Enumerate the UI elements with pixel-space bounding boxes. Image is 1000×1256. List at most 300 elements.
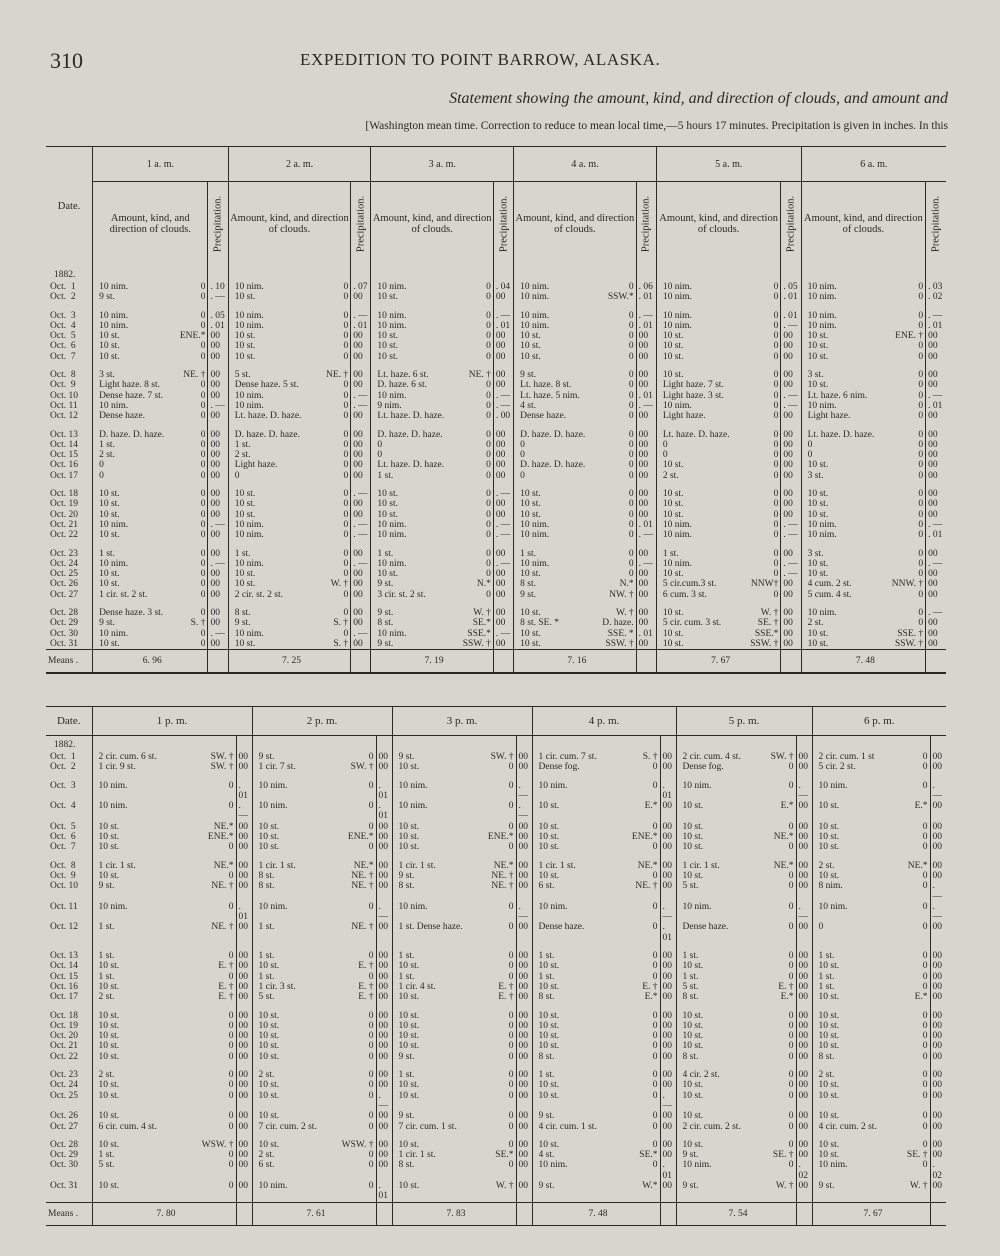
date-cell: Oct. 5 (50, 331, 76, 342)
clouds-cell (676, 881, 796, 902)
clouds-cell-content (663, 569, 779, 579)
precipitation-cell: 00 (236, 842, 252, 852)
cloud-amount-kind: 10 st. (682, 1020, 704, 1031)
cloud-amount-kind: 9 st. (99, 292, 115, 303)
precipitation-cell: 00 (236, 1052, 252, 1062)
clouds-cell (93, 292, 208, 302)
clouds-cell (228, 292, 350, 302)
clouds-cell-content (520, 569, 633, 579)
cloud-direction: SE. † (772, 1150, 794, 1161)
precipitation-cell: 00 (660, 871, 676, 881)
cloud-amount-kind: 10 st. (807, 638, 829, 649)
cloud-amount-kind: 1 st. (398, 971, 415, 982)
cloud-direction: W. † (760, 608, 779, 619)
clouds-cell-content (99, 961, 234, 971)
clouds-cell (228, 460, 350, 470)
clouds-cell-content (235, 520, 348, 530)
precipitation-cell: 00 (376, 1011, 392, 1021)
cloud-amount-kind: Lt. haze. 8 st. (520, 380, 572, 391)
cloud-direction: 0 (200, 429, 206, 440)
hour-header: 4 p. m. (532, 707, 676, 736)
clouds-cell-content (683, 1160, 794, 1170)
clouds-cell (532, 1150, 660, 1160)
clouds-cell (532, 871, 660, 881)
clouds-cell (812, 1041, 930, 1051)
cloud-amount-kind: 10 st. (682, 870, 704, 881)
clouds-cell (514, 460, 636, 470)
precipitation-cell: 00 (781, 499, 801, 509)
cloud-direction: 0 (486, 548, 491, 559)
date-cell: Oct. 26 (50, 1111, 78, 1122)
cloud-amount-kind: 10 st. (662, 608, 684, 619)
cloud-direction: 0 (508, 1070, 514, 1081)
precipitation-cell: 00 (796, 1011, 812, 1021)
cloud-amount-kind: 1 st. (98, 951, 115, 962)
cloud-direction: 0 (628, 499, 634, 510)
clouds-cell-content (377, 411, 490, 421)
clouds-cell (656, 499, 781, 509)
cloud-direction: 0 (228, 1031, 234, 1042)
precipitation-cell: 00 (781, 629, 801, 639)
precipitation-cell: 00 (636, 370, 656, 380)
cloud-direction: 0 (652, 1020, 658, 1031)
cloud-amount-kind: 5 cir. cum. 3 st. (662, 618, 722, 629)
cloud-amount-kind: 2 cir. cum. 1 st (818, 752, 875, 762)
table-row (46, 311, 946, 321)
precipitation-cell: 00 (636, 489, 656, 499)
cloud-direction: WSW. † (201, 1139, 234, 1150)
table-row (46, 1080, 946, 1090)
precipitation-cell: 00 (493, 569, 513, 579)
cloud-amount-kind: 10 st. (398, 1080, 420, 1091)
clouds-cell-content (808, 629, 924, 639)
precipitation-cell: 00 (926, 411, 946, 421)
cloud-amount-kind: 1 st. (98, 922, 115, 933)
cloud-direction: 0 (773, 331, 779, 342)
cloud-direction: 0 (368, 1180, 374, 1191)
cloud-direction: 0 (343, 390, 349, 401)
cloud-direction: 0 (918, 380, 924, 391)
clouds-cell (371, 331, 493, 341)
cloud-amount-kind: 10 st. (99, 489, 120, 500)
clouds-cell (532, 881, 660, 902)
precipitation-cell: 00 (926, 440, 946, 450)
clouds-cell-content (663, 450, 779, 460)
precipitation-cell: . — (516, 801, 532, 822)
precipitation-cell: 00 (796, 1052, 812, 1062)
table-row (46, 331, 946, 341)
clouds-cell-content (539, 1011, 658, 1021)
precipitation-cell: 00 (516, 1181, 532, 1202)
precipitation-cell: 00 (926, 352, 946, 362)
precipitation-cell: 00 (930, 982, 946, 992)
precipitation-cell: 00 (376, 1160, 392, 1181)
clouds-cell (812, 832, 930, 842)
cloud-amount-kind: 10 st. (682, 1090, 704, 1101)
precipitation-cell: 00 (236, 1011, 252, 1021)
table-row (46, 1052, 946, 1062)
clouds-cell-content (683, 902, 794, 912)
date-cell: Oct. 9 (50, 870, 76, 881)
cloud-direction: 0 (922, 1051, 928, 1062)
cloud-amount-kind: 10 nim. (234, 558, 264, 569)
clouds-cell (92, 1041, 236, 1051)
precipitation-cell: 00 (351, 380, 371, 390)
cloud-direction: 0 (368, 1070, 374, 1081)
cloud-amount-kind: 2 st. (807, 618, 824, 629)
cloud-direction: 0 (918, 390, 924, 401)
clouds-cell (228, 331, 350, 341)
precipitation-cell: . — (493, 559, 513, 569)
clouds-cell (656, 321, 781, 331)
clouds-cell-content (539, 861, 658, 871)
precipitation-cell: 00 (660, 992, 676, 1002)
cloud-direction: 0 (918, 370, 924, 381)
cloud-amount-kind: 10 st. (234, 331, 256, 342)
cloud-direction: SSW. † (750, 638, 779, 649)
cloud-amount-kind: 10 st. (98, 1139, 120, 1150)
clouds-cell-content (683, 1080, 794, 1090)
cloud-direction: 0 (918, 608, 924, 619)
cloud-direction: 0 (200, 638, 206, 649)
cloud-amount-kind: 10 st. (398, 1010, 420, 1021)
cloud-amount-kind: 1 st. (818, 951, 835, 962)
cloud-amount-kind: 5 st. (682, 881, 699, 892)
cloud-amount-kind: 10 st. (398, 992, 420, 1003)
cloud-direction: SW. † (770, 752, 794, 762)
precipitation-cell: 00 (236, 951, 252, 961)
cloud-amount-kind: 10 st. (662, 499, 684, 510)
clouds-cell-content (819, 1041, 928, 1051)
clouds-cell-content (520, 341, 633, 351)
cloud-amount-kind: 9 st. (398, 870, 415, 881)
clouds-cell (656, 520, 781, 530)
cloud-amount-kind: 10 st. (98, 1010, 120, 1021)
table-row (46, 608, 946, 618)
cloud-direction: 0 (788, 1020, 794, 1031)
table-row (46, 391, 946, 401)
cloud-direction: 0 (922, 951, 928, 962)
clouds-cell (371, 618, 493, 628)
clouds-cell-content (259, 972, 374, 982)
cloud-amount-kind: 8 st. (258, 870, 275, 881)
clouds-cell (812, 1011, 930, 1021)
clouds-cell (392, 1091, 516, 1112)
precipitation-cell: 00 (208, 331, 228, 341)
clouds-cell-content (99, 608, 205, 618)
hour-header: 2 a. m. (228, 147, 371, 182)
precipitation-cell: 00 (636, 639, 656, 650)
cloud-amount-kind: 10 st. (818, 1031, 840, 1042)
precipitation-cell: 00 (493, 510, 513, 520)
clouds-cell (252, 822, 376, 832)
clouds-cell (676, 832, 796, 842)
cloud-amount-kind: 7 cir. cum. 2 st. (258, 1121, 317, 1132)
cloud-direction: 0 (508, 1041, 514, 1052)
cloud-direction: 0 (788, 1111, 794, 1122)
clouds-cell-content (377, 510, 490, 520)
cloud-direction: 0 (922, 1111, 928, 1122)
precipitation-cell: . 06 (636, 282, 656, 292)
clouds-cell (801, 391, 926, 401)
clouds-cell-content (99, 391, 205, 401)
clouds-cell-content (235, 471, 348, 481)
clouds-cell (532, 992, 660, 1002)
cloud-direction: 0 (508, 1139, 514, 1150)
cloud-amount-kind: 10 st. (662, 460, 684, 471)
clouds-cell-content (683, 1091, 794, 1101)
clouds-cell-content (663, 510, 779, 520)
cloud-amount-kind: 9 st. (520, 370, 536, 381)
precipitation-cell: 00 (236, 881, 252, 902)
clouds-cell-content (539, 1021, 658, 1031)
clouds-cell-content (377, 450, 490, 460)
cloud-direction: 0 (200, 558, 206, 569)
clouds-cell-content (808, 352, 924, 362)
year-label: 1882. (54, 270, 76, 280)
clouds-cell-content (99, 331, 205, 341)
cloud-amount-kind: 1 st. (818, 971, 835, 982)
clouds-cell-content (99, 951, 234, 961)
cloud-direction: 0 (918, 558, 924, 569)
clouds-cell (93, 391, 208, 401)
precipitation-cell: 00 (376, 861, 392, 871)
cloud-direction: E.* (780, 801, 794, 812)
cloud-direction: 0 (922, 842, 928, 853)
clouds-cell-content (539, 822, 658, 832)
cloud-direction: 0 (652, 1070, 658, 1081)
cloud-direction: 0 (918, 450, 924, 461)
clouds-cell (252, 922, 376, 943)
cloud-amount-kind: 10 st. (520, 569, 541, 580)
cloud-direction: 0 (228, 1051, 234, 1062)
clouds-cell (812, 842, 930, 852)
clouds-cell (532, 1122, 660, 1132)
precipitation-cell: 00 (930, 822, 946, 832)
cloud-amount-kind: 10 st. (99, 638, 120, 649)
clouds-cell (801, 499, 926, 509)
precipitation-cell: . 01 (376, 781, 392, 802)
cloud-amount-kind: 10 st. (818, 1111, 840, 1122)
cloud-direction: 0 (788, 1041, 794, 1052)
precipitation-cell: 00 (660, 1122, 676, 1132)
precipitation-cell: 00 (208, 380, 228, 390)
cloud-amount-kind: 10 nim. (258, 901, 288, 912)
clouds-cell-content (683, 972, 794, 982)
clouds-cell (92, 1011, 236, 1021)
cloud-amount-kind: 1 cir. st. 2 st. (99, 589, 148, 600)
clouds-cell (371, 520, 493, 530)
cloud-direction: 0 (508, 1090, 514, 1101)
clouds-cell (392, 1111, 516, 1121)
cloud-amount-kind: 10 st. (520, 351, 541, 362)
precipitation-cell: . — (351, 520, 371, 530)
clouds-cell (92, 1160, 236, 1181)
clouds-cell (676, 1091, 796, 1112)
cloud-direction: 0 (228, 1020, 234, 1031)
cloud-amount-kind: 10 st. (538, 870, 560, 881)
cloud-direction: NW. † (609, 589, 634, 600)
precipitation-cell: 00 (781, 471, 801, 481)
precipitation-cell: 00 (516, 1122, 532, 1132)
means-value: 7. 48 (532, 1202, 660, 1225)
precipitation-cell: 00 (636, 471, 656, 481)
clouds-cell-content (808, 321, 924, 331)
cloud-direction: 0 (773, 341, 779, 352)
clouds-cell-content (663, 639, 779, 649)
precipitation-cell: 00 (208, 569, 228, 579)
clouds-cell-content (399, 992, 514, 1002)
date-cell: Oct. 30 (50, 628, 78, 639)
cloud-direction: 0 (918, 530, 924, 541)
clouds-cell (532, 1111, 660, 1121)
cloud-direction: 0 (486, 439, 491, 450)
clouds-cell-content (235, 331, 348, 341)
cloud-direction: 0 (628, 548, 634, 559)
precipitation-cell: 00 (208, 489, 228, 499)
cloud-direction: 0 (368, 1041, 374, 1052)
cloud-direction: 0 (773, 558, 779, 569)
precipitation-cell: . 01 (236, 902, 252, 923)
cloud-direction: 0 (368, 1160, 374, 1171)
cloud-direction: 0 (773, 292, 779, 303)
clouds-cell (252, 861, 376, 871)
precipitation-cell: 00 (208, 590, 228, 600)
cloud-amount-kind: 10 nim. (234, 390, 264, 401)
table-row (46, 842, 946, 852)
cloud-direction: 0 (788, 901, 794, 912)
clouds-cell (656, 590, 781, 600)
table-row (46, 530, 946, 540)
cloud-amount-kind: 10 st. (538, 1031, 560, 1042)
clouds-cell-content (520, 450, 633, 460)
cloud-direction: 0 (918, 282, 924, 292)
table-row (46, 1111, 946, 1121)
cloud-direction: 0 (922, 762, 928, 773)
clouds-cell-content (399, 832, 514, 842)
cloud-direction: 0 (652, 1041, 658, 1052)
precipitation-cell: 00 (926, 510, 946, 520)
clouds-cell (252, 1021, 376, 1031)
clouds-cell (532, 972, 660, 982)
clouds-cell-content (259, 871, 374, 881)
cloud-amount-kind: 10 st. (538, 1139, 560, 1150)
cloud-direction: 0 (773, 429, 779, 440)
date-cell: Oct. 26 (50, 579, 78, 590)
clouds-cell-content (377, 391, 490, 401)
clouds-cell (392, 881, 516, 902)
cloud-direction: 0 (628, 519, 634, 530)
clouds-cell (252, 1091, 376, 1112)
clouds-cell (252, 842, 376, 852)
precipitation-cell: 00 (351, 608, 371, 618)
clouds-cell-content (663, 401, 779, 411)
precipitation-cell: . — (636, 311, 656, 321)
cloud-amount-kind: 10 st. (234, 292, 256, 303)
clouds-cell-content (399, 1111, 514, 1121)
clouds-cell (228, 430, 350, 440)
clouds-cell (228, 311, 350, 321)
cloud-amount-kind: 10 st. (682, 1010, 704, 1021)
clouds-cell (532, 842, 660, 852)
table-row (46, 499, 946, 509)
table-row (46, 1031, 946, 1041)
cloud-direction: WSW. † (341, 1139, 374, 1150)
date-cell: Oct. 21 (50, 1041, 78, 1052)
cloud-direction: 0 (788, 1080, 794, 1091)
clouds-cell-content (235, 629, 348, 639)
precipitation-cell: 00 (781, 489, 801, 499)
cloud-amount-kind: 10 st. (807, 460, 829, 471)
clouds-cell-content (663, 391, 779, 401)
clouds-cell-content (99, 549, 205, 559)
clouds-cell (371, 639, 493, 650)
cloud-amount-kind: 10 st. (398, 1090, 420, 1101)
cloud-direction: 0 (652, 1160, 658, 1171)
clouds-cell-content (377, 331, 490, 341)
precipitation-cell: 00 (516, 1031, 532, 1041)
cloud-direction: 0 (200, 439, 206, 450)
table-row (46, 1150, 946, 1160)
cloud-direction: 0 (508, 780, 514, 791)
clouds-cell (92, 881, 236, 902)
clouds-cell (676, 1070, 796, 1080)
cloud-direction: 0 (486, 320, 491, 331)
clouds-cell-content (235, 579, 348, 589)
cloud-amount-kind: 10 st. (398, 762, 420, 773)
clouds-cell (392, 961, 516, 971)
clouds-cell (252, 1160, 376, 1181)
precipitation-cell: 00 (930, 961, 946, 971)
cloud-direction: 0 (343, 489, 349, 500)
precipitation-cell: . — (796, 902, 812, 923)
date-cell: Oct. 12 (50, 411, 78, 422)
cloud-amount-kind: 2 cir. cum. 2 st. (682, 1121, 741, 1132)
clouds-cell-content (377, 499, 490, 509)
clouds-cell (514, 579, 636, 589)
clouds-cell-content (663, 282, 779, 292)
cloud-amount-kind: 1 st. (538, 971, 555, 982)
precipitation-cell: 00 (516, 1080, 532, 1090)
clouds-cell-content (377, 590, 490, 600)
clouds-cell (92, 762, 236, 772)
clouds-cell-content (399, 1080, 514, 1090)
clouds-cell-content (377, 629, 490, 639)
clouds-cell-content (99, 380, 205, 390)
clouds-cell-content (683, 842, 794, 852)
date-cell: Oct. 2 (50, 292, 76, 303)
clouds-cell-content (683, 822, 794, 832)
cloud-direction: 0 (922, 961, 928, 972)
clouds-cell (812, 822, 930, 832)
cloud-amount-kind: 10 st. (398, 1139, 420, 1150)
cloud-direction: SSE.* (754, 628, 779, 639)
clouds-cell-content (259, 801, 374, 811)
precipitation-cell: 00 (208, 510, 228, 520)
clouds-cell (93, 629, 208, 639)
clouds-cell-content (259, 1140, 374, 1150)
cloud-direction: 0 (200, 351, 206, 362)
date-cell: Oct. 10 (50, 390, 78, 401)
precipitation-cell: 00 (351, 450, 371, 460)
cloud-amount-kind: 1 st. (538, 951, 555, 962)
cloud-direction: 0 (200, 380, 206, 391)
clouds-cell (252, 762, 376, 772)
clouds-cell-content (99, 471, 205, 481)
precipitation-cell: 00 (660, 832, 676, 842)
precipitation-cell: 00 (208, 549, 228, 559)
cloud-direction: 0 (788, 1160, 794, 1171)
